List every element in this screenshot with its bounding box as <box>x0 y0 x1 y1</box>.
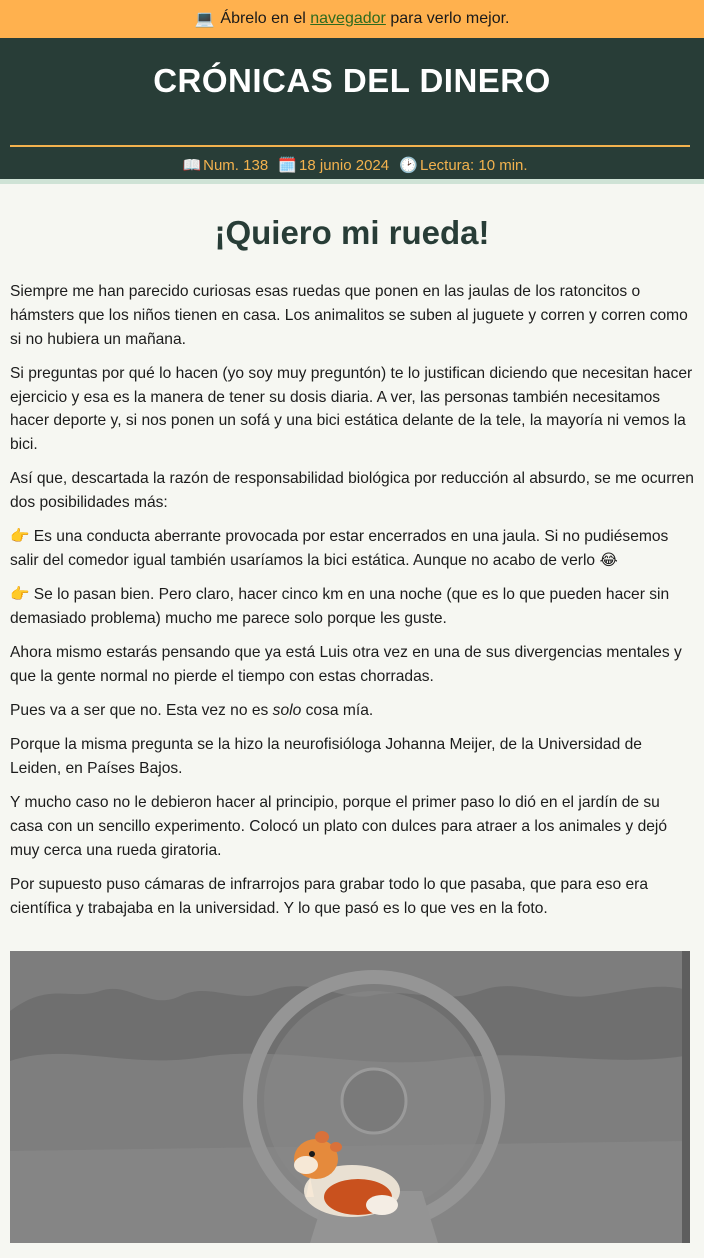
hamster-wheel-photo <box>10 951 690 1243</box>
clock-icon: 🕑 <box>399 157 418 174</box>
laughing-emoji-icon: 😂 <box>599 552 618 570</box>
laptop-icon: 💻 <box>194 11 215 28</box>
paragraph: Por supuesto puso cámaras de infrarrojos para grabar todo lo que pasaba, que para eso era científica y trabajaba en la universidad. Y lo que pasó es lo que ves en la foto. <box>10 876 649 918</box>
paragraph-text: cosa mía. <box>301 702 374 720</box>
newsletter-title: CRÓNICAS DEL DINERO <box>153 62 551 99</box>
paragraph: Porque la misma pregunta se la hizo la neurofisióloga Johanna Meijer, de la Universidad de Leiden, en Países Bajos. <box>10 736 642 778</box>
browser-link[interactable]: navegador <box>310 10 386 27</box>
masthead <box>0 38 704 184</box>
banner-text-before: Ábrelo en el <box>220 10 306 27</box>
bullet-text: Se lo pasan bien. Pero claro, hacer cinco km en una noche (que es lo que pueden hacer sin demasiado problema) mucho me parece solo porque les guste. <box>10 586 670 628</box>
calendar-icon: 🗓️ <box>278 157 298 174</box>
article-title: ¡Quiero mi rueda! <box>214 214 490 251</box>
bullet-text: Es una conducta aberrante provocada por estar encerrados en una jaula. Si no pudiésemos salir del comedor igual también usaríamos la bici estática. Aunque no acabo de verlo <box>10 528 669 570</box>
paragraph-text: Pues va a ser que no. Esta vez no es <box>10 702 273 720</box>
paragraph: Y mucho caso no le debieron hacer al principio, porque el primer paso lo dió en el jardín de su casa con un sencillo experimento. Colocó un plato con dulces para atraer a los animales y dejó muy cerca una rueda giratoria. <box>10 794 668 860</box>
paragraph: Si preguntas por qué lo hacen (yo soy muy preguntón) te lo justifican diciendo que necesitan hacer ejercicio y esa es la manera de tener su dosis diaria. A ver, las personas también necesitamos hacer deporte y, si nos ponen un sofá y una bici estática delante de la tele, la mayoría ni vemos la bici. <box>10 364 693 454</box>
pointing-hand-icon: 👉 <box>10 528 30 546</box>
paragraph: Ahora mismo estarás pensando que ya está Luis otra vez en una de sus divergencias mentales y que la gente normal no pierde el tiempo con estas chorradas. <box>10 644 682 686</box>
issue-number: Num. 138 <box>203 157 269 174</box>
open-in-browser-banner <box>0 0 704 38</box>
pointing-hand-icon: 👉 <box>10 586 30 604</box>
book-icon: 📖 <box>182 157 202 174</box>
bullet-item <box>10 583 694 631</box>
paragraph <box>10 699 694 723</box>
issue-meta <box>0 156 704 174</box>
emphasis: solo <box>272 702 302 720</box>
issue-date: 18 junio 2024 <box>299 157 390 174</box>
reading-time: Lectura: 10 min. <box>419 157 528 174</box>
banner-text-after: para verlo mejor. <box>390 10 510 27</box>
hamster-wheel-illustration <box>10 951 690 1243</box>
bullet-item <box>10 525 694 573</box>
article <box>0 214 704 1243</box>
paragraph: Siempre me han parecido curiosas esas ruedas que ponen en las jaulas de los ratoncitos o hámsters que los niños tienen en casa. Los animalitos se suben al juguete y corren y corren como si no hubiera un mañana. <box>10 283 688 348</box>
paragraph: Así que, descartada la razón de responsabilidad biológica por reducción al absurdo, se me ocurren dos posibilidades más: <box>10 470 694 512</box>
header-divider <box>10 145 690 147</box>
